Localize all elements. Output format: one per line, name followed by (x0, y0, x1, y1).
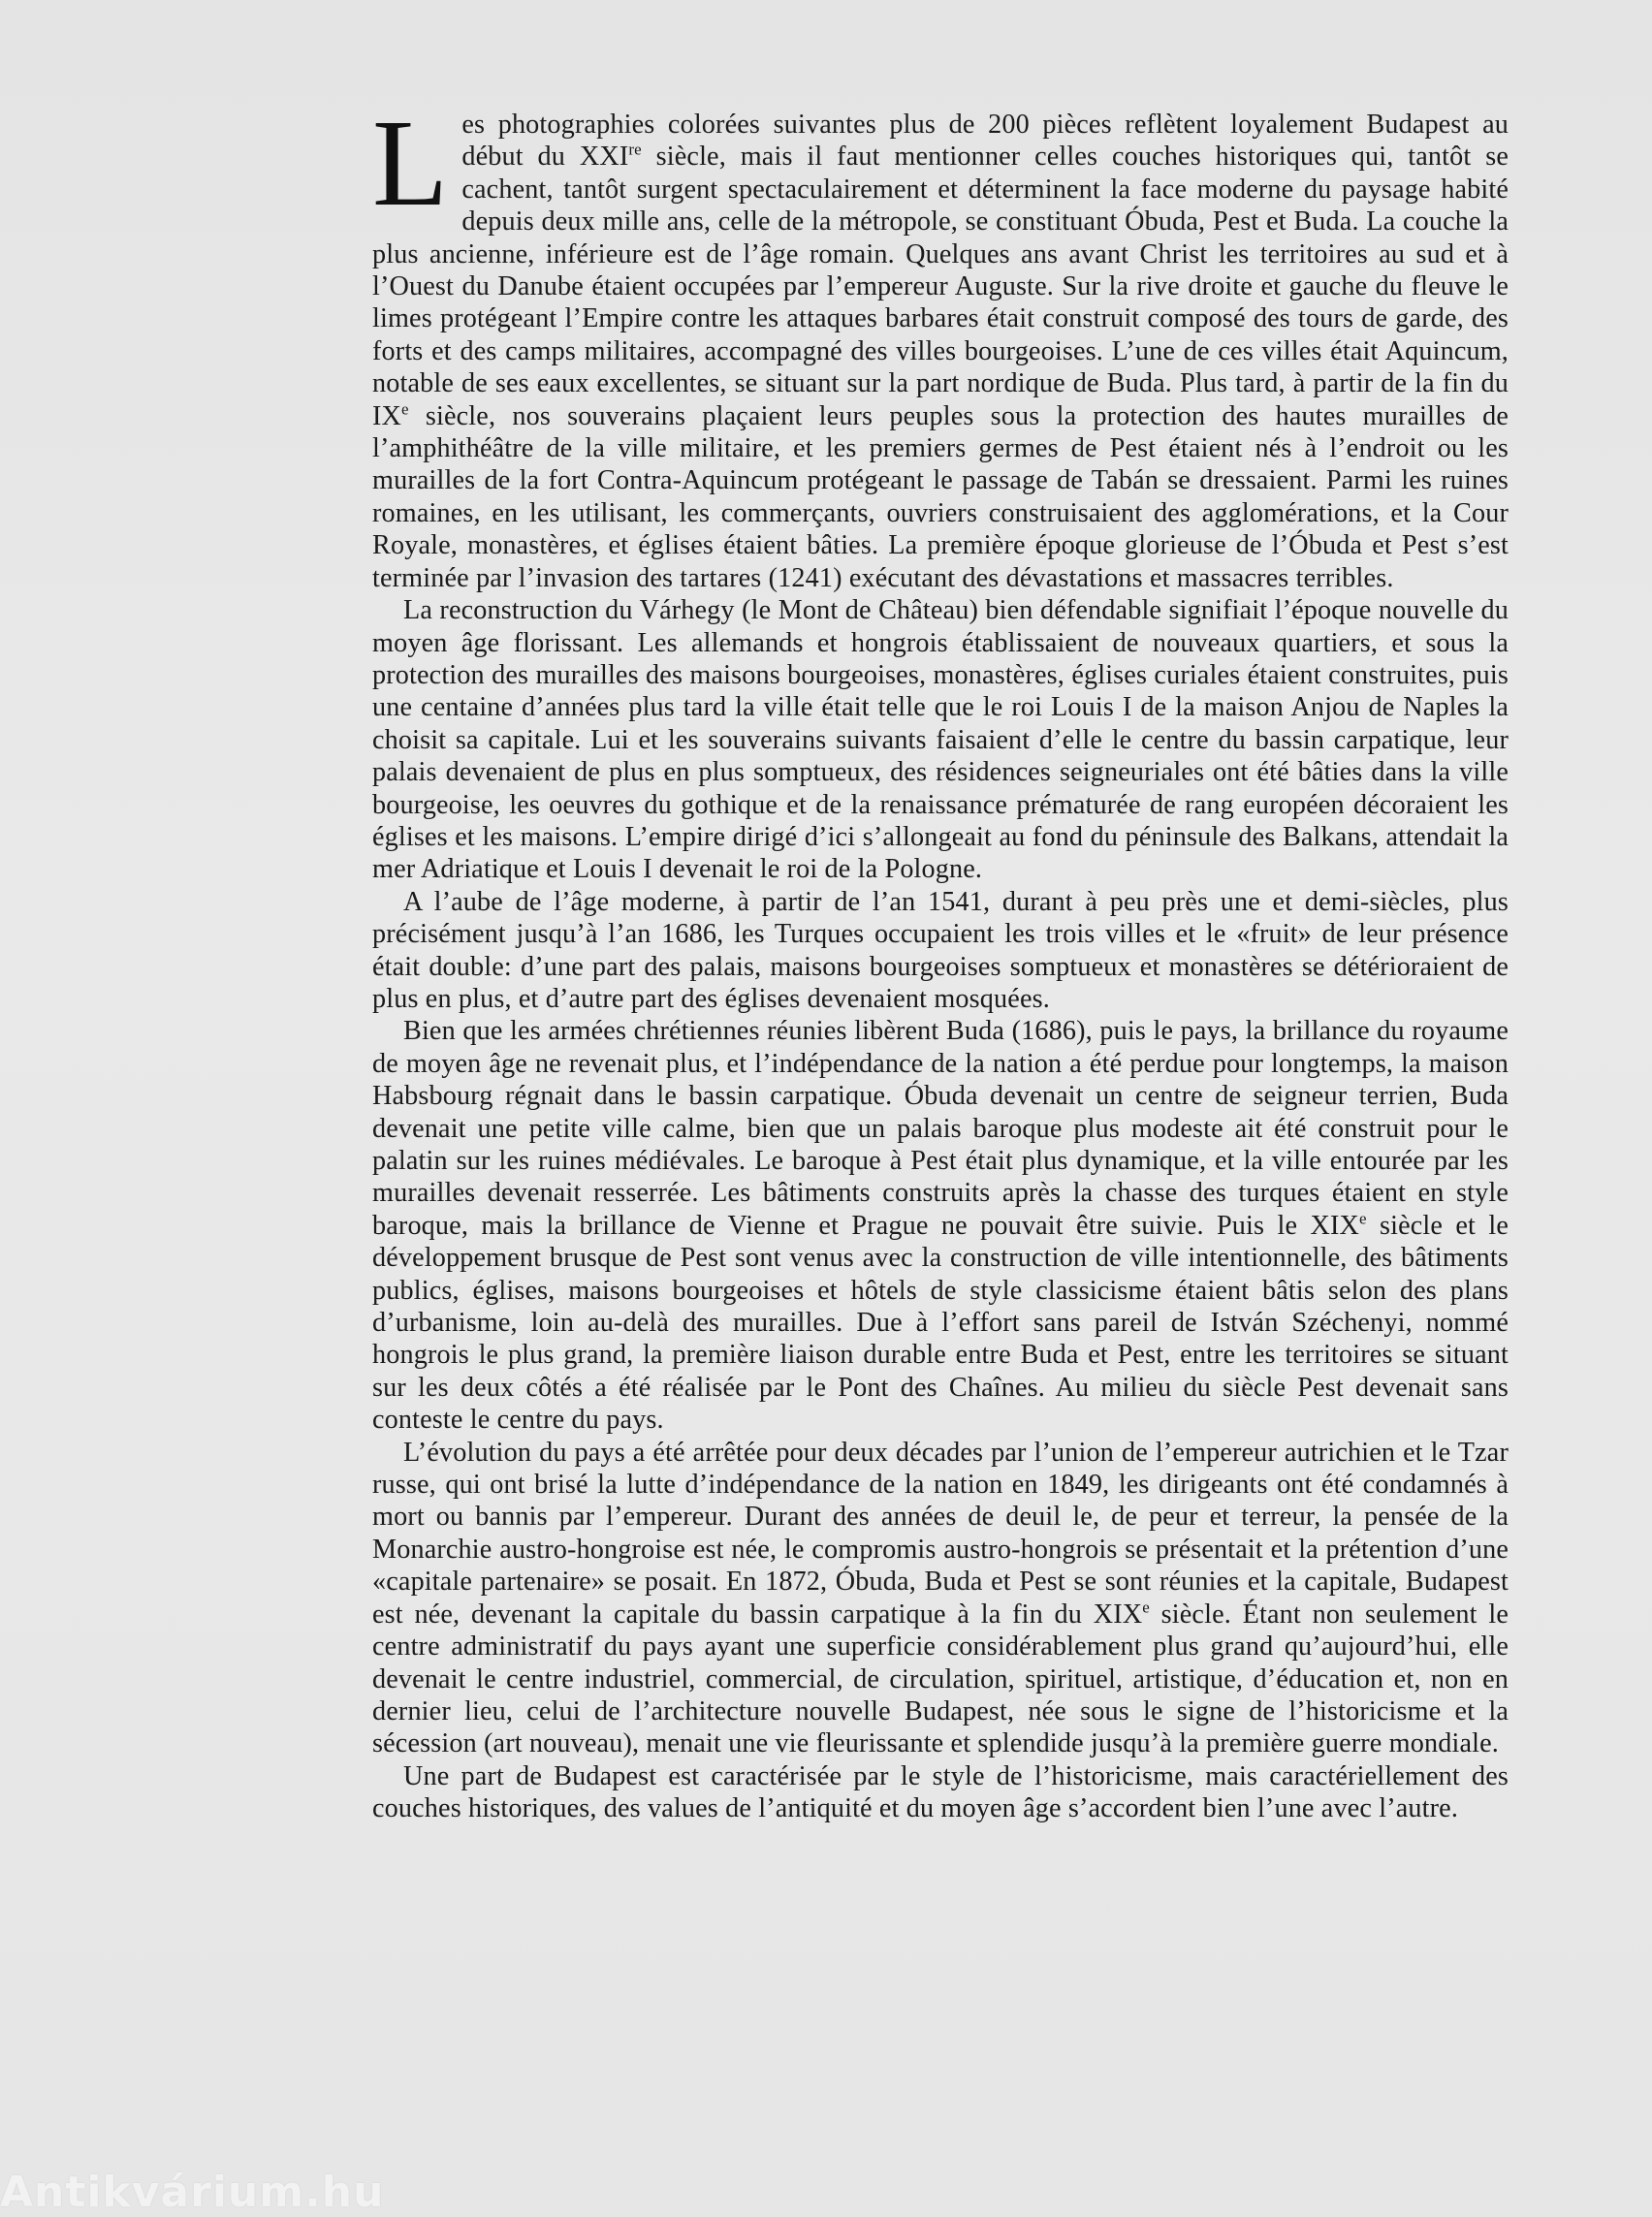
paragraph-1-text-b: siècle, mais il faut mentionner celles couches historiques qui, tantôt se cachent, tantôt surgent spectaculairement et déterminent la face moderne du paysage habité depuis deux mille ans, celle de la métropole, se constituant Óbuda, Pest et Buda. La couche la plus ancienne, inférieure est de l’âge romain. Quelques ans avant Christ les territoires au sud et à l’Ouest du Danube étaient occupées par l’empereur Auguste. Sur la rive droite et gauche du fleuve le limes protégeant l’Empire contre les attaques barbares était construit composé des tours de garde, des forts et des camps militaires, accompagné des villes bourgeoises. L’une de ces villes était Aquincum, notable de ses eaux excellentes, se situant sur la part nordique de Buda. Plus tard, à partir de la fin du IX (372, 142, 1509, 431)
paragraph-1 (372, 94, 1509, 594)
paragraph-1-text-a: es photographies colorées suivantes plus de 200 pièces reflètent loyalement Budapest au début du XXI (461, 110, 1509, 173)
article-body (372, 94, 1509, 1825)
paragraph-5-text-b: siècle. Étant non seulement le centre administratif du pays ayant une superficie considérablement plus grand qu’aujourd’hui, elle devenait le centre industriel, commercial, de circulation, spirituel, artistique, d’éducation et, non en dernier lieu, celui de l’architecture nouvelle Budapest, née sous le signe de l’historicisme et la sécession (art nouveau), menait une vie fleurissante et splendide jusqu’à la première guerre mondiale. (372, 1599, 1509, 1759)
paragraph-1-text-c: siècle, nos souverains plaçaient leurs peuples sous la protection des hautes murailles de l’amphithéâtre de la ville militaire, et les premiers germes de Pest étaient nés à l’endroit ou les murailles de la fort Contra-Aquincum protégeant le passage de Tabán se dressaient. Parmi les ruines romaines, en les utilisant, les commerçants, ouvriers construisaient des agglomérations, et la Cour Royale, monastères, et églises étaient bâties. La première époque glorieuse de l’Óbuda et Pest s’est terminée par l’invasion des tartares (1241) exécutant des dévastations et massacres terribles. (372, 400, 1509, 593)
superscript: e (1359, 1209, 1367, 1228)
paragraph-4-text-b: siècle et le développement brusque de Pest sont venus avec la construction de ville intentionnelle, des bâtiments publics, églises, maisons bourgeoises et hôtels de style classicisme étaient bâtis selon des plans d’urbanisme, loin au-delà des murailles. Due à l’effort sans pareil de István Széchenyi, nommé hongrois le plus grand, la première liaison durable entre Buda et Pest, entre les territoires se situant sur les deux côtés a été réalisée par le Pont des Chaînes. Au milieu du siècle Pest devenait sans conteste le centre du pays. (372, 1210, 1509, 1436)
paragraph-3: A l’aube de l’âge moderne, à partir de l’an 1541, durant à peu près une et demi-siècles, plus précisément jusqu’à l’an 1686, les Turques occupaient les trois villes et le «fruit» de leur présence était double: d’une part des palais, maisons bourgeoises somptueux et monastères se détérioraient de plus en plus, et d’autre part des églises devenaient mosquées. (372, 886, 1509, 1014)
paragraph-4-text-a: Bien que les armées chrétiennes réunies libèrent Buda (1686), puis le pays, la brillance du royaume de moyen âge ne revenait plus, et l’indépendance de la nation a été perdue pour longtemps, la maison Habsbourg régnait dans le bassin carpatique. Óbuda devenait un centre de seigneur terrien, Buda devenait une petite ville calme, bien que un palais baroque plus modeste ait été construit pour le palatin sur les ruines médiévales. Le baroque à Pest était plus dynamique, et la ville entourée par les murailles devenait resserrée. Les bâtiments construits après la chasse des turques étaient en style baroque, mais la brillance de Vienne et Prague ne pouvait être suivie. Puis le XIX (372, 1016, 1509, 1241)
paragraph-6: Une part de Budapest est caractérisée par le style de l’historicisme, mais caractériellement des couches historiques, des values de l’antiquité et du moyen âge s’accordent bien l’une avec l’autre. (372, 1760, 1509, 1824)
superscript: re (628, 141, 642, 160)
paragraph-5 (372, 1437, 1509, 1760)
superscript: e (401, 399, 409, 419)
paragraph-2: La reconstruction du Várhegy (le Mont de Château) bien défendable signifiait l’époque nouvelle du moyen âge florissant. Les allemands et hongrois établissaient de nouveaux quartiers, et sous la protection des murailles des maisons bourgeoises, monastères, églises curiales étaient construites, puis une centaine d’années plus tard la ville était telle que le roi Louis I de la maison Anjou de Naples la choisit sa capitale. Lui et les souverains suivants faisaient d’elle le centre du bassin carpatique, leur palais devenaient de plus en plus somptueux, des résidences seigneuriales ont été bâties dans la ville bourgeoise, les oeuvres du gothique et de la renaissance prématurée de rang européen décoraient les églises et les maisons. L’empire dirigé d’ici s’allongeait au fond du péninsule des Balkans, attendait la mer Adriatique et Louis I devenait le roi de la Pologne. (372, 595, 1509, 885)
paragraph-4 (372, 1015, 1509, 1436)
watermark: Antikvárium.hu (0, 2168, 385, 2217)
paragraph-5-text-a: L’évolution du pays a été arrêtée pour deux décades par l’union de l’empereur autrichien et le Tzar russe, qui ont brisé la lutte d’indépendance de la nation en 1849, les dirigeants ont été condamnés à mort ou bannis par l’empereur. Durant des années de deuil le, de peur et terreur, la pensée de la Monarchie austro-hongroise est née, le compromis austro-hongrois se présentait et la prétention d’une «capitale partenaire» se posait. En 1872, Óbuda, Buda et Pest se sont réunies et la capitale, Budapest est née, devenant la capitale du bassin carpatique à la fin du XIX (372, 1437, 1509, 1630)
drop-cap: L (372, 94, 449, 232)
superscript: e (1142, 1598, 1150, 1617)
